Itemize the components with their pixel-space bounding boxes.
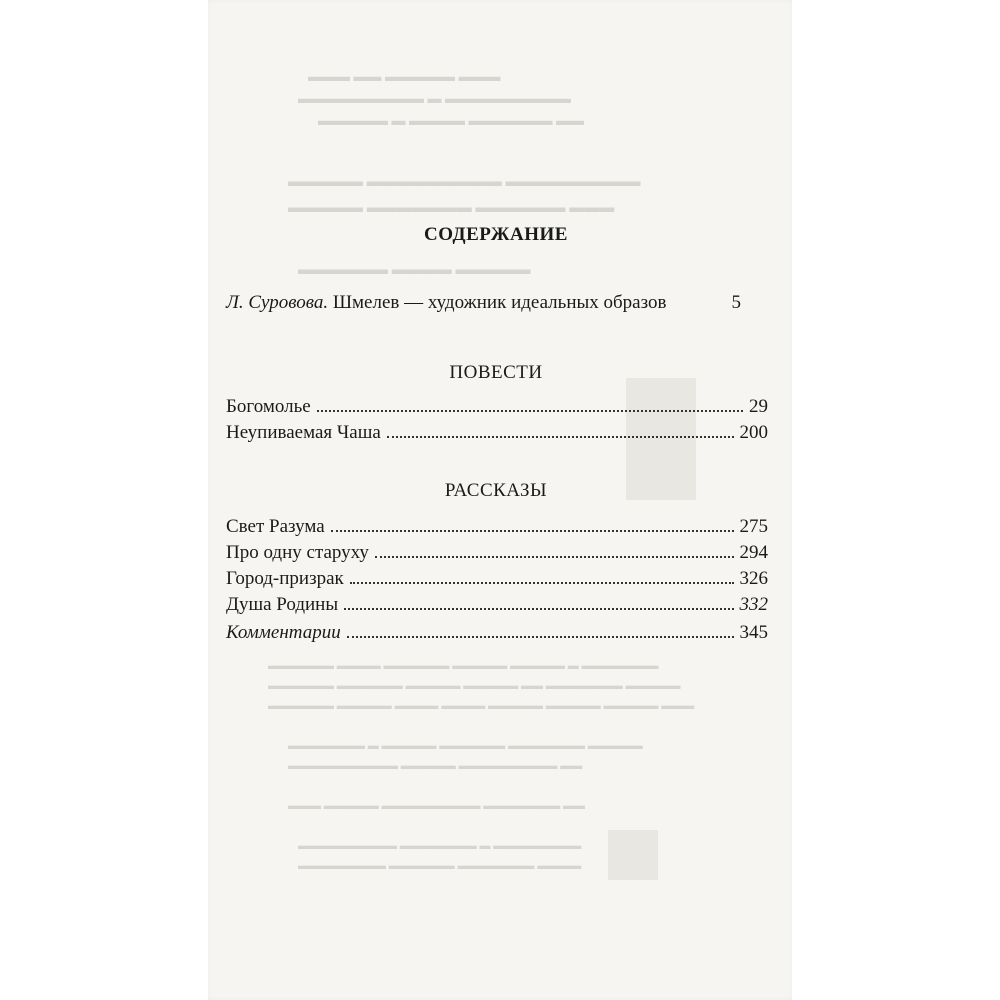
show-through-text: ▬▬▬ ▬▬▬▬▬▬ ▬▬▬▬▬▬▬ ▬▬▬▬▬ — [288, 200, 615, 216]
show-through-text: ▬▬ ▬▬▬▬▬▬ ▬▬▬▬ ▬ ▬▬▬▬▬ — [318, 114, 584, 129]
entry-page-number: 29 — [749, 396, 768, 417]
toc-entry — [226, 542, 768, 564]
toc-intro-entry — [226, 292, 741, 314]
dot-leader — [317, 409, 743, 412]
intro-author: Л. Суровова. — [226, 292, 329, 313]
show-through-text: ▬▬▬▬▬▬▬▬▬ ▬ ▬▬▬▬▬▬▬▬▬ — [298, 92, 571, 107]
entry-page-number: 200 — [739, 422, 768, 443]
show-through-text: ▬▬▬▬▬▬▬▬▬ ▬▬▬▬▬▬▬▬▬ ▬▬▬▬▬ — [288, 174, 641, 190]
show-through-text: ▬▬ ▬▬▬▬▬▬▬▬▬ ▬▬▬▬▬ ▬▬▬▬▬▬▬▬▬▬ — [288, 760, 583, 772]
entry-page-number: 326 — [739, 568, 768, 589]
show-through-text: ▬▬▬▬▬ ▬▬▬▬ ▬▬▬▬▬▬ — [298, 262, 531, 278]
toc-entry — [226, 396, 768, 418]
section-heading-povesti: ПОВЕСТИ — [449, 362, 543, 383]
entry-title: Город-призрак — [226, 568, 344, 589]
entry-title: Неупиваемая Чаша — [226, 422, 381, 443]
entry-page-number: 332 — [739, 594, 768, 615]
toc-entry — [226, 594, 768, 616]
dot-leader — [350, 581, 734, 584]
toc-entry — [226, 516, 768, 538]
show-through-text: ▬▬ ▬▬▬▬▬▬▬ ▬▬▬▬▬▬▬▬▬ ▬▬▬▬▬ ▬▬▬ — [288, 800, 585, 812]
entry-title: Богомолье — [226, 396, 311, 417]
entry-page-number: 294 — [739, 542, 768, 563]
section-heading-rasskazy: РАССКАЗЫ — [444, 480, 548, 501]
show-through-text: ▬▬▬▬ ▬▬▬▬▬▬▬ ▬▬▬▬▬▬ ▬▬▬▬▬▬▬▬ — [298, 860, 582, 872]
show-through-text: ▬▬▬ ▬▬▬▬▬ ▬▬ ▬▬▬ — [308, 70, 501, 85]
entry-title: Свет Разума — [226, 516, 325, 537]
intro-title: Шмелев — художник идеальных образов — [332, 292, 667, 313]
toc-heading: СОДЕРЖАНИЕ — [424, 224, 568, 245]
entry-title: Душа Родины — [226, 594, 339, 615]
entry-page-number: 275 — [739, 516, 768, 537]
toc-entry — [226, 622, 768, 644]
show-through-text: ▬▬▬▬▬ ▬▬▬▬▬▬▬ ▬▬▬▬▬▬ ▬▬▬▬▬ ▬ ▬▬▬▬▬▬▬ — [288, 740, 643, 752]
show-through-text: ▬▬▬▬▬▬▬ ▬ ▬▬▬▬▬ ▬▬▬▬▬ ▬▬▬▬▬▬ ▬▬▬▬ ▬▬▬▬▬▬ — [268, 660, 659, 672]
dot-leader — [331, 529, 734, 532]
table-of-contents — [226, 0, 766, 1000]
entry-title: Комментарии — [226, 622, 341, 643]
dot-leader — [375, 555, 734, 558]
toc-entry — [226, 422, 768, 444]
entry-title: Про одну старуху — [226, 542, 369, 563]
dot-leader — [344, 607, 733, 610]
show-through-text: ▬▬▬ ▬▬▬▬▬ ▬▬▬▬▬ ▬▬▬▬▬ ▬▬▬▬ ▬▬▬▬ ▬▬▬▬▬ ▬▬▬▬▬▬ — [268, 700, 695, 712]
dot-leader — [347, 635, 734, 638]
dot-leader — [387, 435, 734, 438]
toc-entry — [226, 568, 768, 590]
show-through-text: ▬▬▬▬▬ ▬▬▬▬▬▬▬ ▬▬ ▬▬▬▬▬ ▬▬▬▬▬ ▬▬▬▬▬▬ ▬▬▬▬▬▬ — [268, 680, 681, 692]
entry-page-number: 345 — [739, 622, 768, 643]
show-through-text: ▬▬▬▬▬▬▬▬ ▬ ▬▬▬▬▬▬▬ ▬▬▬▬▬▬▬▬▬ — [298, 840, 582, 852]
intro-page-number: 5 — [731, 292, 741, 313]
